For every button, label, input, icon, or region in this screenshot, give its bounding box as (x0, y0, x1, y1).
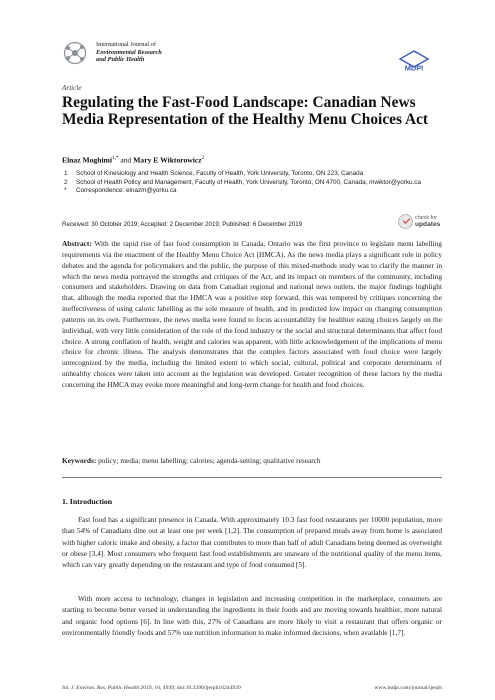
article-title: Regulating the Fast-Food Landscape: Canadian News Media Representation of the Healthy Menu Choices Act (62, 94, 429, 129)
affiliation-item (62, 179, 442, 188)
abstract-text: With the rapid rise of fast food consumption in Canada, Ontario was the first province to legislate menu labelling requirements via the enactment of the Healthy Menu Choice Act (HMCA). As the news media plays a significant role in policy debates and the agenda for policymakers and the public, the purpose of this mixed-methods study was to clarify the manner in which the news media portrayed the strengths and critiques of the Act, and its impact on members of the community, including consumers and stakeholders. Drawing on data from Canadian regional and national news outlets, the major findings highlight that, although the media reported that the HMCA was a positive step forward, this was tempered by critiques concerning the ineffectiveness of using caloric labelling as the sole measure of health, and its predicted low impact on changing consumption patterns on its own. Furthermore, the news media were found to focus accountability for healthier eating choices largely on the individual, with very little consideration of the role of the food industry or the social and structural determinants that affect food choice. A strong conflation of health, weight and calories was apparent, with little acknowledgement of the implications of menu choice for chronic illness. The analysis demonstrates that the complex factors associated with food choice were largely unrecognized by the media, including the limited extent to which social, cultural, political and corporate determinants of unhealthy choices were taken into account as the legislation was developed. Greater recognition of these factors by the media concerning the HMCA may evoke more meaningful and long-term change for health and food choices. (62, 239, 442, 389)
article-type: Article (62, 84, 82, 92)
journal-name-line3: and Public Health (96, 56, 145, 64)
footer-journal-abbrev: Int. J. Environ. Res. Public Health (62, 685, 139, 691)
mdpi-logo-icon (398, 50, 430, 72)
affiliation-text: School of Kinesiology and Health Science, Faculty of Health, York University, Toronto, ON 223, Canada (76, 170, 364, 177)
keywords-label: Keywords: (62, 456, 97, 465)
author-2[interactable]: Mary E Wiktorowicz (133, 155, 202, 165)
keywords-text: policy; media; menu labelling; calories; agenda-setting; qualitative research (98, 456, 321, 465)
author-1-affil-mark: 1,* (112, 155, 119, 161)
check-badge-line2: updates (415, 221, 441, 228)
author-1[interactable]: Elnaz Moghimi (62, 155, 112, 165)
footer-citation (62, 685, 241, 691)
affiliation-item (62, 170, 442, 179)
section-heading: 1. Introduction (62, 497, 113, 506)
author-conjunction: and (120, 155, 132, 165)
affiliation-mark: 1 (64, 170, 68, 177)
check-mark-icon (398, 214, 413, 229)
journal-name-line1: International Journal of (96, 41, 156, 48)
mdpi-logo-text: MDPI (404, 63, 424, 72)
section-divider (62, 477, 442, 478)
footer-citation-details: 2019, 16, 4939; doi:10.3390/ijerph16244939 (140, 685, 241, 691)
affiliation-text: School of Health Policy and Management, Faculty of Health, York University, Toronto, ON 4700, Canada; mwiktor@yorku.ca (76, 178, 421, 186)
footer-url[interactable]: www.mdpi.com/journal/ijerph (374, 685, 442, 691)
abstract (62, 239, 442, 391)
affiliation-mark: 2 (64, 178, 68, 186)
correspondence-text[interactable]: Correspondence: elnazm@yorku.ca (76, 187, 177, 195)
abstract-label: Abstract: (62, 239, 92, 248)
affiliations (62, 170, 442, 196)
body-paragraph: With more access to technology, changes in legislation and increasing competition in the marketplace, consumers are starting to become better versed in understanding the ingredients in their foods and are moving towards healthier, more natural and organic food options [6]. In line with this, 27% of Canadians are more likely to visit a restaurant that offers organic or environmentally friendly foods and 57% use nutrition information to make informed decisions, when available [1,7]. (62, 594, 442, 637)
check-badge-line1: check for (415, 215, 437, 221)
author-line (62, 155, 204, 165)
check-for-updates-button[interactable] (398, 213, 441, 231)
affiliation-mark: * (64, 187, 67, 195)
journal-name (96, 41, 162, 64)
publication-dates: Received: 30 October 2019; Accepted: 2 December 2019; Published: 6 December 2019 (62, 221, 303, 228)
body-paragraph: Fast food has a significant presence in Canada. With approximately 10.3 fast food restaurants per 10000 population, more than 54% of Canadians dine out at least one per week [1,2]. The consumption of prepared meals away from home is associated with higher caloric intake and obesity, a factor that contributes to more than half of adult Canadians being deemed as overweight or obese [3,4]. Most consumers who frequent fast food establishments are unaware of the nutritional quality of the menu items, which can vary greatly depending on the restaurant and type of food consumed [5]. (62, 515, 442, 569)
correspondence-item (62, 187, 442, 196)
keywords (62, 456, 442, 465)
journal-name-line2: Environmental Research (96, 48, 162, 56)
journal-logo-icon (62, 40, 92, 66)
author-2-affil-mark: 2 (201, 155, 205, 161)
